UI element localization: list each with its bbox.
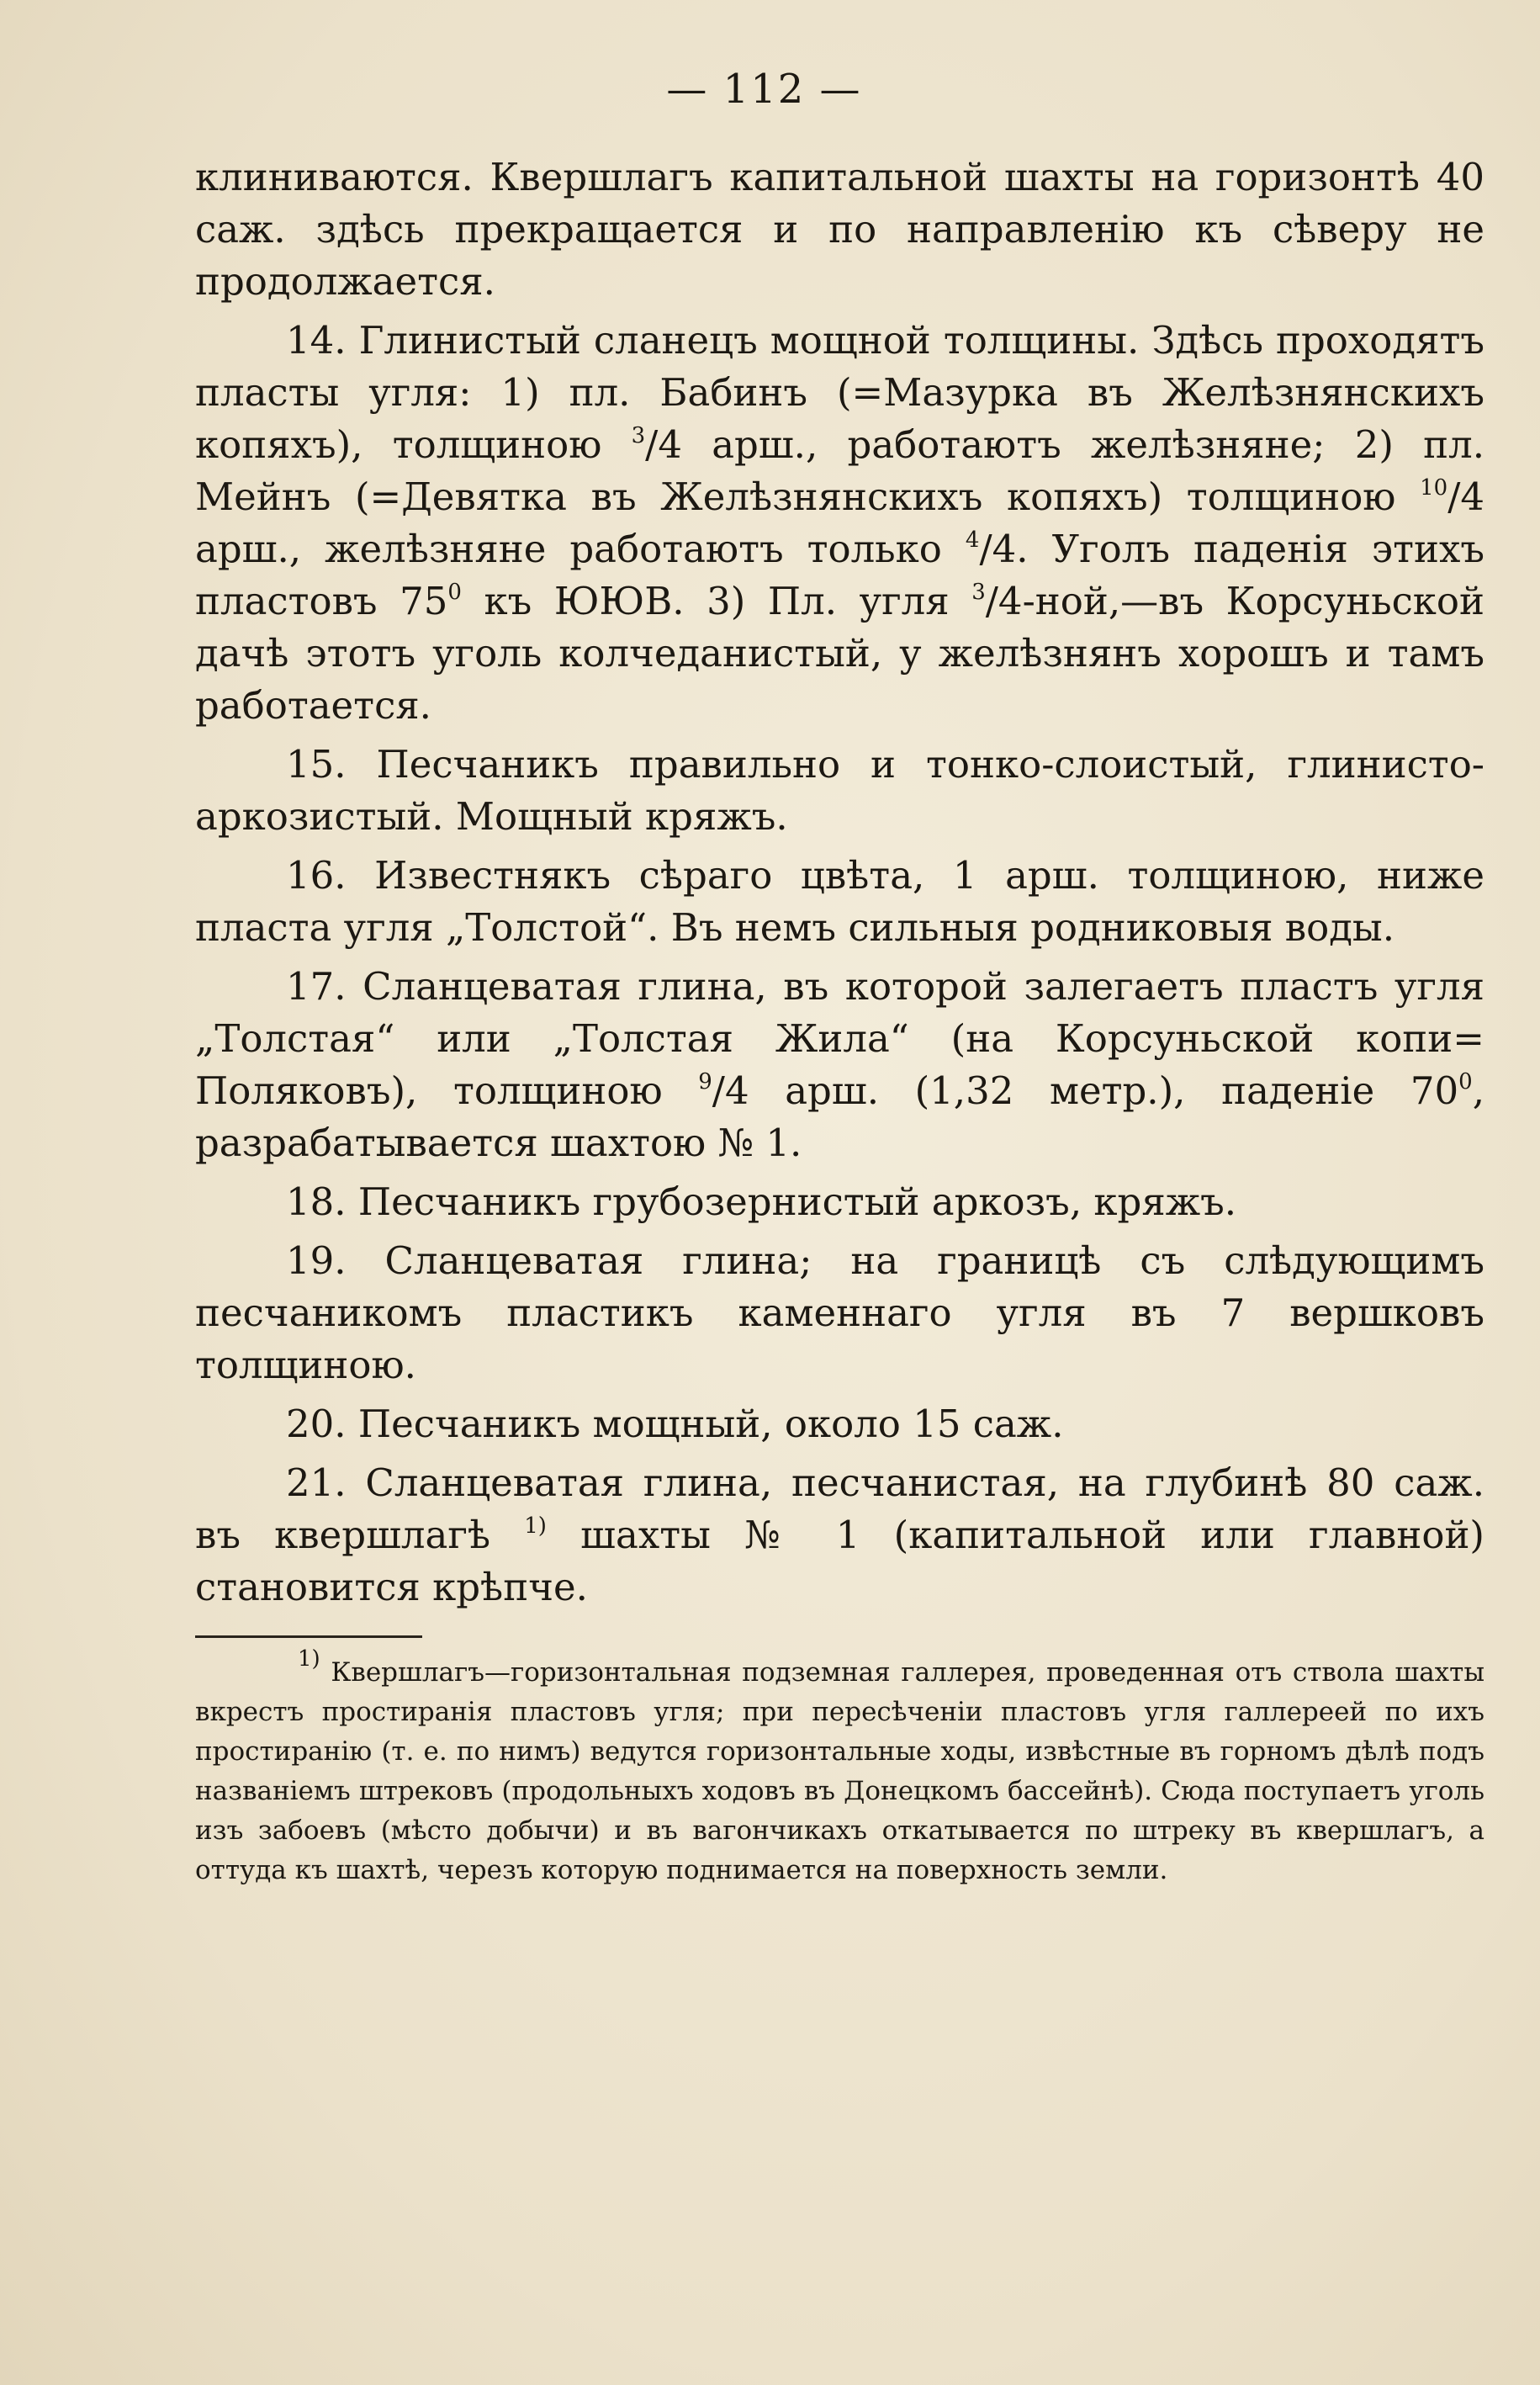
text-run: 14. Глинистый сланецъ мощной толщины. Здѣсь проходятъ пласты угля: 1) пл. Бабинъ (=Мазурка въ Желѣзнянскихъ копяхъ), толщиною <box>195 318 1484 467</box>
fraction-denominator: 4 <box>658 422 682 467</box>
text-run: къ ЮЮВ. 3) Пл. угля <box>461 579 972 623</box>
text-run: -ной,—въ Корсуньской дачѣ этотъ уголь колчеданистый, у желѣзнянъ хорошъ и тамъ работается. <box>195 579 1484 728</box>
text-run: арш. (1,32 метр.), паденіе 70 <box>749 1068 1459 1113</box>
fraction-denominator: 4 <box>724 1068 749 1113</box>
text-run: , разрабатывается шахтою № 1. <box>195 1068 1484 1165</box>
fraction-numerator: 3 <box>971 580 986 605</box>
degree-mark: 0 <box>1458 1069 1473 1094</box>
text-run: 17. Сланцеватая глина, въ которой залегаетъ пластъ угля „Толстая“ или „Толстая Жила“ (на Корсуньской копи= Поляковъ), толщиною <box>195 964 1484 1113</box>
fraction-denominator: 4 <box>1460 474 1484 519</box>
text-run: арш., работаютъ желѣзняне; 2) пл. Мейнъ (=Девятка въ Желѣзнянскихъ копяхъ) толщиною <box>195 422 1484 519</box>
fraction: $^4$/4 <box>965 527 1017 571</box>
paragraph-19: 19. Сланцеватая глина; на границѣ съ слѣдующимъ песчаникомъ пластикъ каменнаго угля въ 7 вершковъ толщиною. <box>195 1238 1484 1387</box>
text-run: арш., желѣзняне работаютъ только <box>195 527 966 571</box>
fraction: $^9$/4 <box>698 1068 749 1113</box>
fraction-numerator: 4 <box>965 527 980 553</box>
footnote <box>195 1646 1484 1890</box>
page-number: — 112 — <box>666 66 862 113</box>
paragraph-continuation: клиниваются. Квершлагъ капитальной шахты на горизонтѣ 40 саж. здѣсь прекращается и по направленію къ сѣверу не продолжается. <box>195 155 1484 304</box>
paragraph-21 <box>195 1457 1484 1614</box>
footnote-divider <box>195 1635 422 1638</box>
text-run: 21. Сланцеватая глина, песчанистая, на глубинѣ 80 саж. въ квершлагѣ <box>195 1460 1484 1557</box>
paragraph-14 <box>195 315 1484 732</box>
paragraph-16: 16. Известнякъ сѣраго цвѣта, 1 арш. толщиною, ниже пласта угля „Толстой“. Въ немъ сильныя родниковыя воды. <box>195 853 1484 950</box>
fraction: $^{10}$/4 <box>1420 474 1484 519</box>
fraction: $^3$/4 <box>971 579 1023 623</box>
paragraph-18: 18. Песчаникъ грубозернистый аркозъ, кряжъ. <box>286 1179 1237 1224</box>
fraction-numerator: 9 <box>698 1069 712 1094</box>
footnote-reference: 1) <box>524 1513 547 1539</box>
main-text <box>195 151 1484 1614</box>
footnote-marker: 1) <box>298 1646 320 1672</box>
text-run: . Уголъ паденія этихъ пластовъ 75 <box>195 527 1484 623</box>
paragraph-20: 20. Песчаникъ мощный, около 15 саж. <box>286 1402 1064 1446</box>
footnote-paragraph <box>195 1646 1484 1890</box>
footnote-text: Квершлагъ—горизонтальная подземная галлерея, проведенная отъ ствола шахты вкрестъ простиранія пластовъ угля; при пересѣченіи пластовъ угля галлереей по ихъ простиранію (т. е. по нимъ) ведутся горизонтальные ходы, извѣстные въ горномъ дѣлѣ подъ названіемъ штрековъ (продольныхъ ходовъ въ Донецкомъ бассейнѣ). Сюда поступаетъ уголь изъ забоевъ (мѣсто добычи) и въ вагончикахъ откатывается по штреку въ квершлагъ, а оттуда къ шахтѣ, черезъ которую поднимается на поверхность земли. <box>195 1657 1484 1885</box>
degree-mark: 0 <box>447 580 462 605</box>
fraction-numerator: 10 <box>1420 475 1448 501</box>
fraction: $^3$/4 <box>631 422 682 467</box>
fraction-denominator: 4 <box>992 527 1017 571</box>
paragraph-17 <box>195 961 1484 1169</box>
text-run: шахты № 1 (капитальной или главной) становится крѣпче. <box>195 1513 1484 1609</box>
paragraph-15: 15. Песчаникъ правильно и тонко-слоистый, глинисто-аркозистый. Мощный кряжъ. <box>195 742 1484 839</box>
fraction-denominator: 4 <box>998 579 1023 623</box>
fraction-numerator: 3 <box>631 423 646 448</box>
